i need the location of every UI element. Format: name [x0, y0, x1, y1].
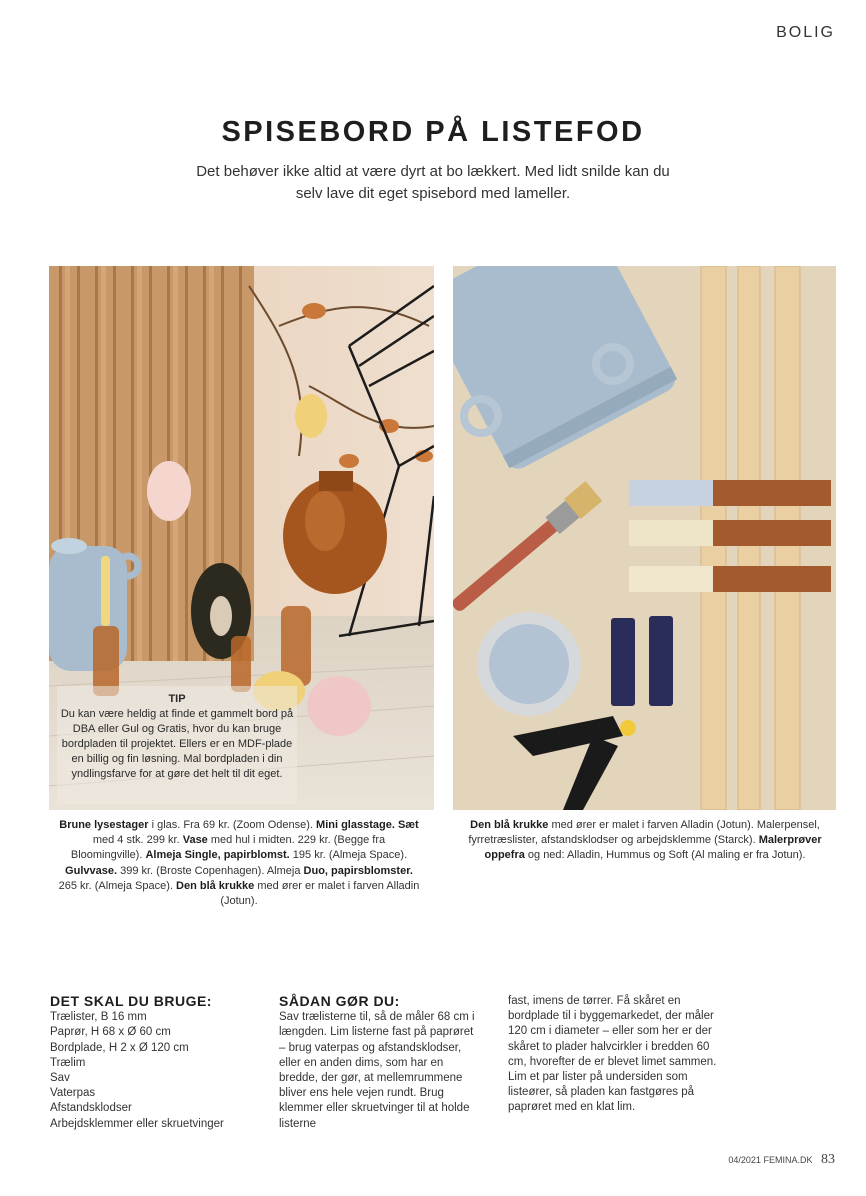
caption-text: med 4 stk. 299 kr. [92, 834, 183, 847]
materials-list [50, 994, 260, 1132]
tip-title: TIP [168, 693, 186, 705]
caption-text: med ører er malet i farven Alladin (Jotun). Malerpensel, fyrretræslister, afstandsklodser og arbejdsklemme (Starck). [468, 819, 820, 847]
page-footer [728, 1152, 835, 1168]
caption-text: 399 kr. (Broste Copenhagen). Almeja [117, 864, 304, 877]
caption-product-name: Den blå krukke [470, 819, 549, 831]
list-item: Trælister, B 16 mm [50, 1011, 147, 1024]
caption-text: 265 kr. (Almeja Space). [58, 879, 177, 892]
caption-product-name: Den blå krukke [176, 879, 255, 892]
article-title: SPISEBORD PÅ LISTEFOD [221, 116, 645, 148]
list-item: Paprør, H 68 x Ø 60 cm [50, 1026, 171, 1039]
caption-product-name: Brune lysestager [59, 819, 149, 831]
page-number: 83 [821, 1152, 835, 1167]
photo-caption-left [58, 818, 420, 909]
instructions-heading: SÅDAN GØR DU: [279, 993, 400, 1009]
materials-heading: DET SKAL DU BRUGE: [50, 993, 212, 1009]
caption-product-name: Malerprøver oppefra [484, 834, 822, 862]
list-item: Vaterpas [50, 1087, 96, 1100]
caption-text: med hul i midten. 229 kr. (Begge fra Bloomingville). [70, 834, 386, 862]
list-item: Sav [50, 1072, 70, 1085]
instructions-column-2 [508, 994, 728, 1116]
caption-text: og ned: Alladin, Hummus og Soft (Al maling er fra Jotun). [524, 849, 806, 862]
tip-text: Du kan være heldig at finde et gammelt bord på DBA eller Gul og Gratis, hvor du kan bruge bordpladen til projektet. Ellers er en MDF-plade en billig og fin løsning. Mal bordpladen i din yndlingsfarve for at gøre det helt til dit eget. [60, 708, 294, 780]
photo-materials-flatlay [453, 266, 836, 810]
instructions-column-1 [279, 994, 479, 1132]
tip-box [59, 692, 295, 782]
caption-product-name: Mini glasstage. Sæt [316, 819, 419, 831]
article-subtitle: Det behøver ikke altid at være dyrt at bo lækkert. Med lidt snilde kan du selv lave dit eget spisebord med lameller. [196, 163, 670, 202]
caption-text: med ører er malet i farven Alladin (Jotun). [220, 879, 420, 908]
caption-text: 195 kr. (Almeja Space). [289, 849, 408, 862]
photo-caption-right [462, 818, 828, 864]
list-item: Bordplade, H 2 x Ø 120 cm [50, 1041, 189, 1054]
instructions-text: Sav trælisterne til, så de måler 68 cm i længden. Lim listerne fast på paprøret – brug vaterpas og afstandsklodser, eller en anden dims, som har en bredde, der gør, at mellemrummene bliver ens hele vejen rundt. Brug klemmer eller skruetvinger til at holde listerne [279, 1011, 475, 1130]
caption-product-name: Almeja Single, papirblomst. [145, 849, 290, 862]
caption-product-name: Vase [182, 834, 208, 847]
site-name: FEMINA.DK [763, 1155, 813, 1165]
list-item: Arbejdsklemmer eller skruetvinger [50, 1117, 224, 1130]
caption-text: i glas. Fra 69 kr. (Zoom Odense). [148, 819, 317, 831]
instructions-text-continued: fast, imens de tørrer. Få skåret en bordplade til i byggemarkedet, der måler 120 cm i diameter – eller som her er der skåret to plader halvcirkler i bredden 60 cm, hvorefter de er blevet limet sammen. Lim et par lister på undersiden som listeører, så pladen kan fastgøres på paprøret med en klat lim. [508, 995, 717, 1114]
issue-date: 04/2021 [728, 1155, 761, 1165]
list-item: Afstandsklodser [50, 1102, 132, 1115]
list-item: Trælim [50, 1056, 86, 1069]
section-label: BOLIG [776, 24, 835, 41]
caption-product-name: Gulvvase. [65, 864, 118, 877]
caption-product-name: Duo, papirsblomster. [303, 864, 413, 877]
